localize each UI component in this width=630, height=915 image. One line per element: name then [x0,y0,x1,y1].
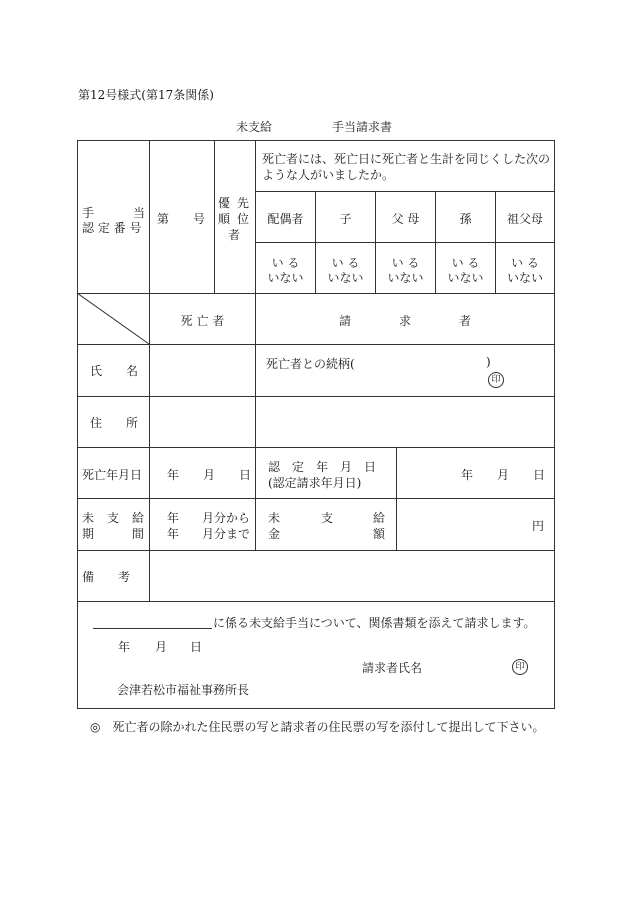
death-year: 年 [167,468,180,482]
priority-char-2: 先 [237,196,250,210]
cert-no-label-char2: 当 [133,206,146,220]
iru-parents: い る [391,256,420,270]
period-label-char4: 期 [82,527,95,541]
cert-year: 年 [461,468,474,482]
cert-no-label: 認 定 番 号 [82,221,142,235]
form-number: 第12号様式(第17条関係) [78,88,214,102]
cert-no-label-char1: 手 [82,206,95,220]
period-to: 月分まで [202,527,251,541]
question-line2: ような人がいましたか。 [262,168,395,182]
claimant-name-label: 請求者氏名 [362,661,423,675]
iru-grandchild: い る [451,256,480,270]
label-remarks: 備 考 [82,570,131,584]
cert-date-label: 認 定 年 月 日 [268,460,377,474]
title-left: 未支給 [236,120,273,134]
amount-label-char5: 額 [373,527,386,541]
relation-grandchild: 孫 [459,212,472,226]
period-label-char2: 支 [107,511,120,525]
yen-label: 円 [532,519,545,533]
label-name: 氏 名 [90,364,139,378]
priority-char-1: 優 [218,196,231,210]
declaration-day: 日 [190,640,203,654]
iru-grandparents: い る [511,256,539,270]
inai-grandchild: いない [447,271,484,285]
amount-label-char2: 支 [321,511,334,525]
inai-child: いない [327,271,364,285]
period-label-char5: 間 [132,527,145,541]
priority-char-3: 順 [218,212,231,226]
footnote: ◎ 死亡者の除かれた住民票の写と請求者の住民票の写を添付して提出して下さい。 [90,720,545,734]
question-line1: 死亡者には、死亡日に死亡者と生計を同じくした次の [262,152,551,166]
period-label-char1: 未 [82,511,95,525]
inai-parents: いない [387,271,424,285]
period-to-year: 年 [167,527,180,541]
cert-day: 日 [533,468,546,482]
cert-month: 月 [497,468,510,482]
period-from-year: 年 [167,511,180,525]
inai-grandparents: いない [506,271,543,285]
relation-child: 子 [339,212,352,226]
amount-label-char4: 金 [268,527,281,541]
period-label-char3: 給 [132,511,145,525]
priority-char-5: 者 [228,228,241,242]
death-day: 日 [239,468,252,482]
declaration-year: 年 [118,640,131,654]
relation-prefix: 死亡者との続柄( [266,357,355,371]
relation-parents: 父 母 [391,212,420,226]
cert-date-sublabel: (認定請求年月日) [268,476,362,490]
relation-grandparents: 祖父母 [506,212,543,226]
label-death-date: 死亡年月日 [82,468,143,482]
period-from: 月分から [202,511,251,525]
iru-child: い る [331,256,360,270]
col-deceased: 死 亡 者 [180,314,225,328]
relation-suffix: ) [486,355,491,369]
declaration-month: 月 [155,640,168,654]
title-right: 手当請求書 [332,120,393,134]
seal-icon: 印 [488,372,504,388]
dai-label: 第 [157,212,170,226]
addressee: 会津若松市福祉事務所長 [117,683,250,697]
label-address: 住 所 [90,416,139,430]
death-month: 月 [203,468,216,482]
amount-label-char1: 未 [268,511,281,525]
inai-spouse: いない [267,271,304,285]
go-label: 号 [193,212,206,226]
iru-spouse: い る [271,256,300,270]
col-claimant: 請 求 者 [338,314,471,328]
diagonal-line [77,293,150,345]
seal-icon-claimant: 印 [512,659,528,675]
relation-spouse: 配偶者 [267,212,304,226]
declaration-text: に係る未支給手当について、関係書類を添えて請求します。 [213,616,536,630]
amount-label-char3: 給 [373,511,386,525]
priority-char-4: 位 [237,212,250,226]
